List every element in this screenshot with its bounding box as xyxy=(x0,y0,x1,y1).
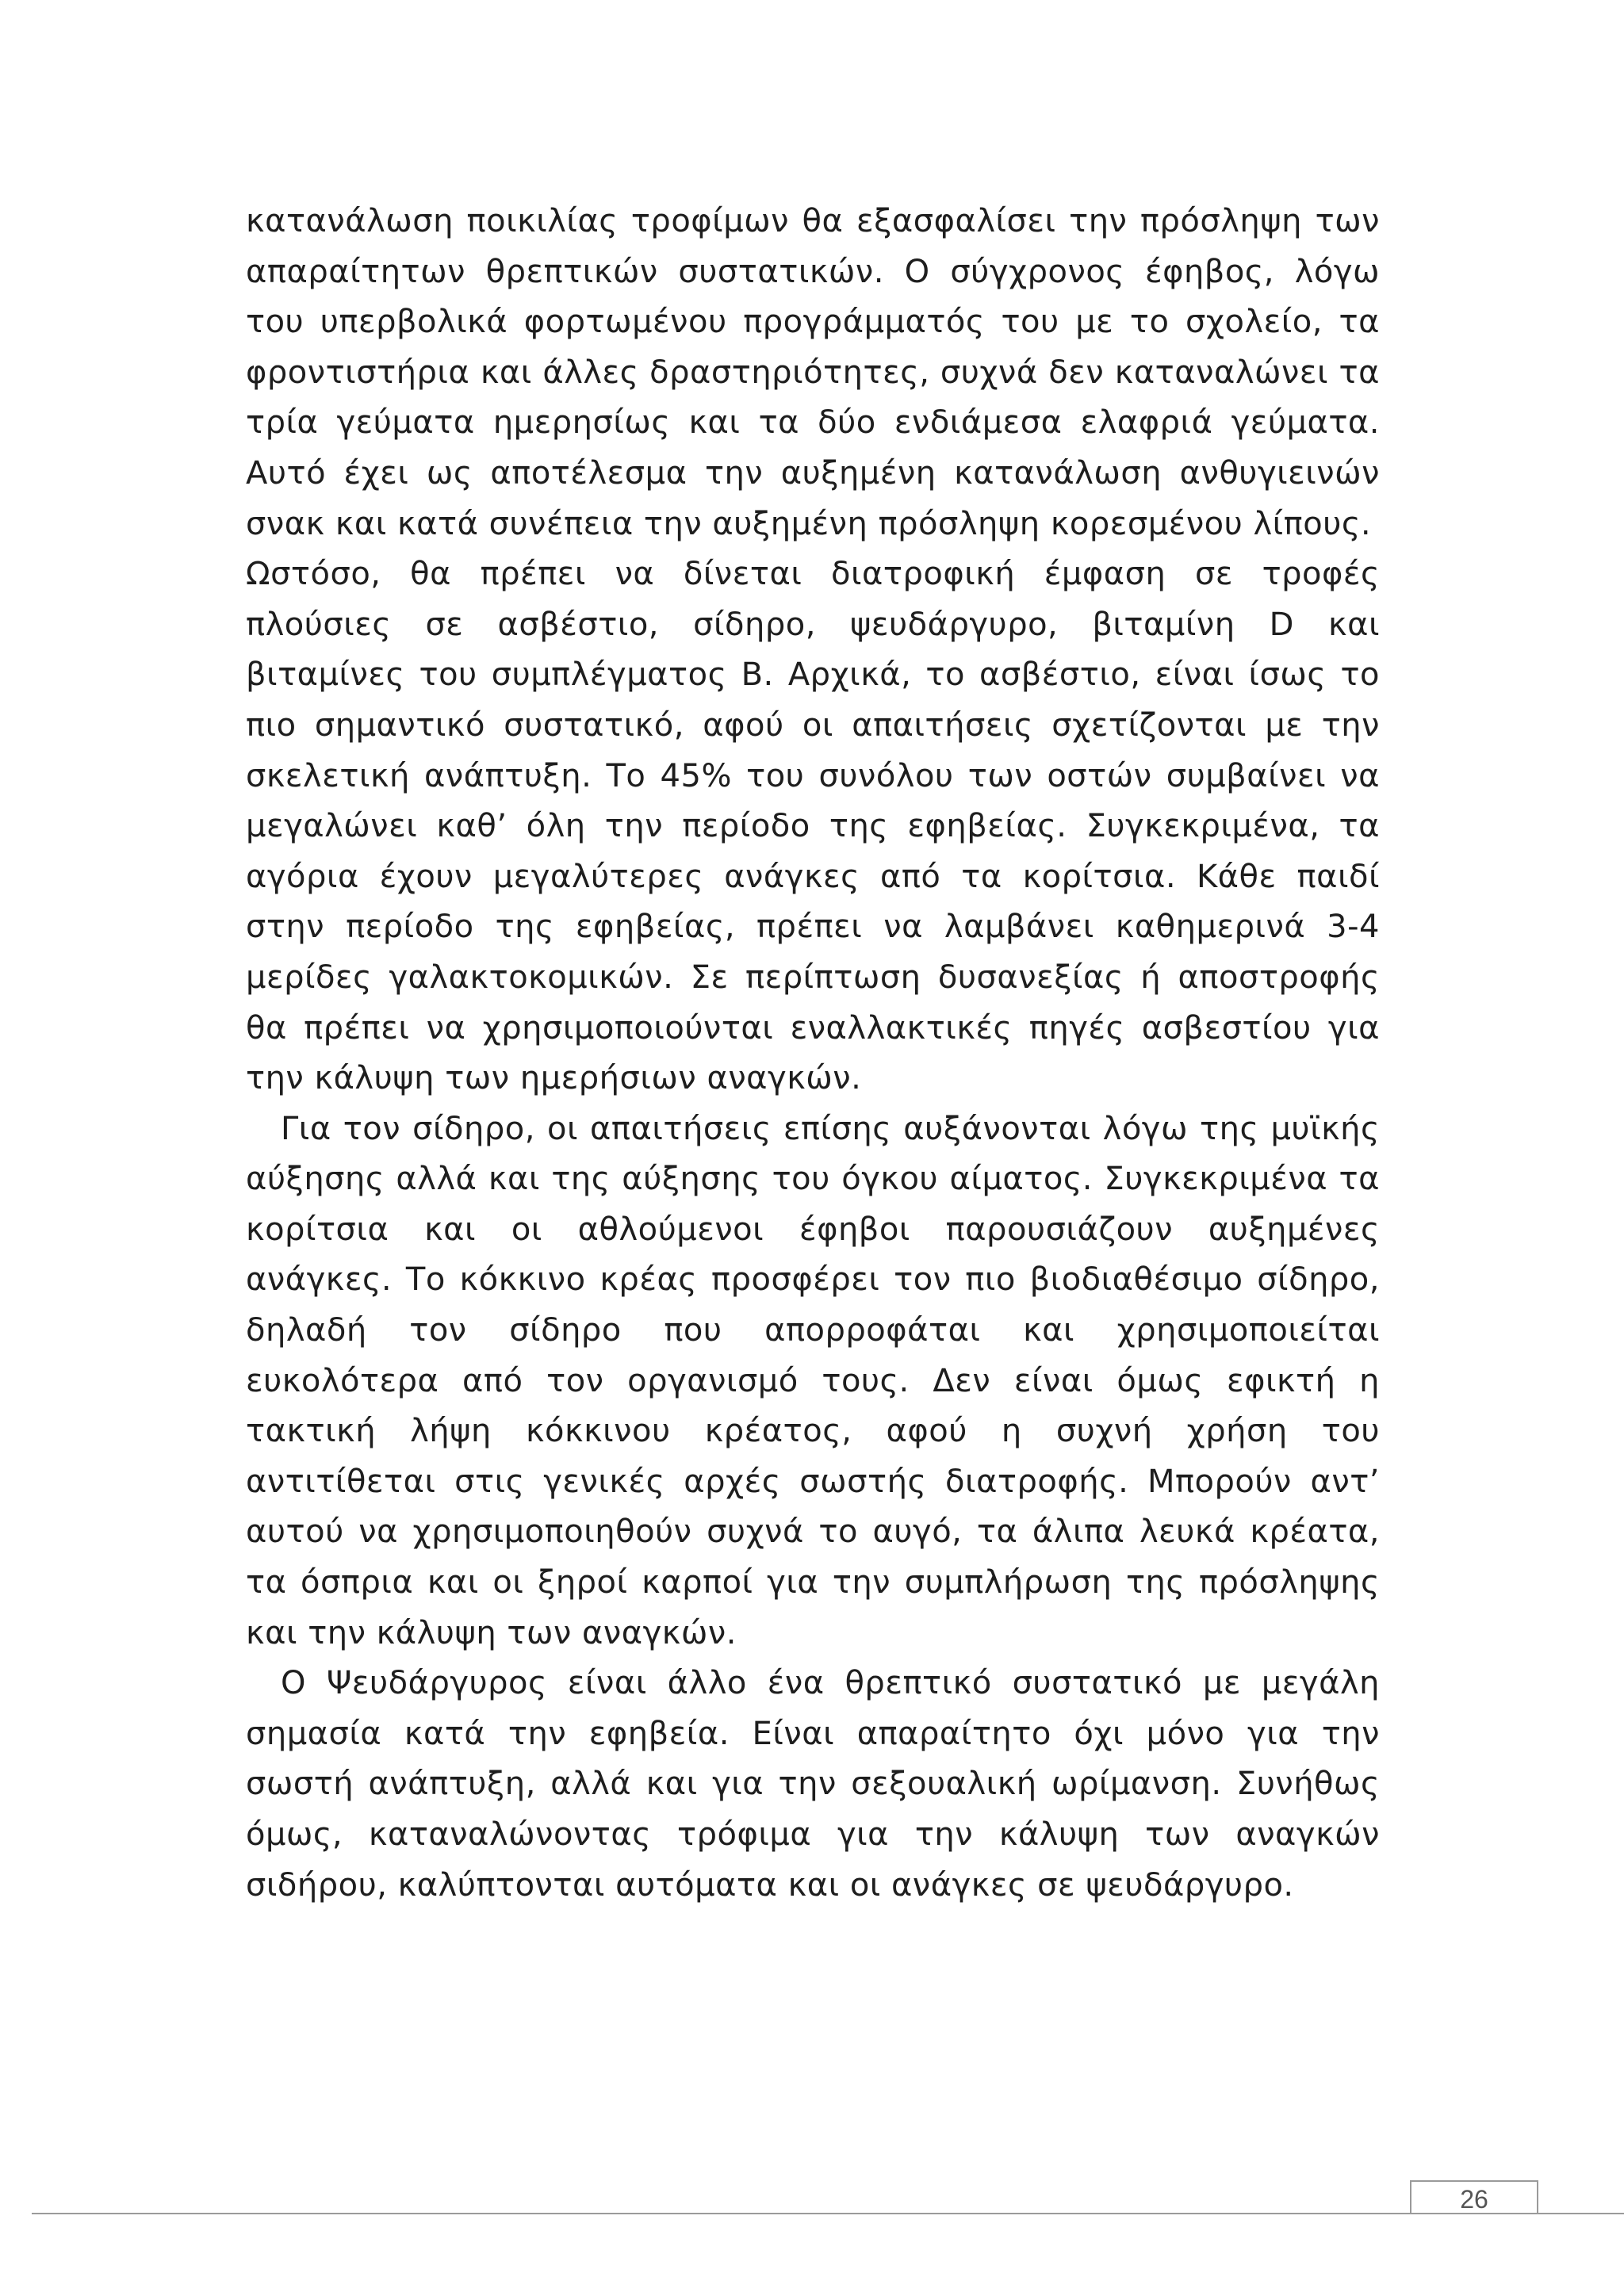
paragraph-intake-variety: κατανάλωση ποικιλίας τροφίμων θα εξασφαλίσει την πρόσληψη των απαραίτητων θρεπτικών συστατικών. Ο σύγχρονος έφηβος, λόγω του υπερβολικά φορτωμένου προγράμματός του με το σχολείο, τα φροντιστήρια και άλλες δραστηριότητες, συχνά δεν καταναλώνει τα τρία γεύματα ημερησίως και τα δύο ενδιάμεσα ελαφριά γεύματα. Αυτό έχει ως αποτέλεσμα την αυξημένη κατανάλωση ανθυγιεινών σνακ και κατά συνέπεια την αυξημένη πρόσληψη κορεσμένου λίπους. xyxy=(246,203,1380,542)
footer-divider xyxy=(32,2213,1624,2214)
body-text xyxy=(246,197,1380,1911)
paragraph-zinc: Ο Ψευδάργυρος είναι άλλο ένα θρεπτικό συστατικό με μεγάλη σημασία κατά την εφηβεία. Είναι απαραίτητο όχι μόνο για την σωστή ανάπτυξη, αλλά και για την σεξουαλική ωρίμανση. Συνήθως όμως, καταναλώνοντας τρόφιμα για την κάλυψη των αναγκών σιδήρου, καλύπτονται αυτόματα και οι ανάγκες σε ψευδάργυρο. xyxy=(246,1665,1380,1904)
page-number: 26 xyxy=(1460,2185,1488,2214)
paragraph-iron: Για τον σίδηρο, οι απαιτήσεις επίσης αυξάνονται λόγω της μυϊκής αύξησης αλλά και της αύξησης του όγκου αίματος. Συγκεκριμένα τα κορίτσια και οι αθλούμενοι έφηβοι παρουσιάζουν αυξημένες ανάγκες. Το κόκκινο κρέας προσφέρει τον πιο βιοδιαθέσιμο σίδηρο, δηλαδή τον σίδηρο που απορροφάται και χρησιμοποιείται ευκολότερα από τον οργανισμό τους. Δεν είναι όμως εφικτή η τακτική λήψη κόκκινου κρέατος, αφού η συχνή χρήση του αντιτίθεται στις γενικές αρχές σωστής διατροφής. Μπορούν αντ’ αυτού να χρησιμοποιηθούν συχνά το αυγό, τα άλιπα λευκά κρέατα, τα όσπρια και οι ξηροί καρποί για την συμπλήρωση της πρόσληψης και την κάλυψη των αναγκών. xyxy=(246,1110,1380,1651)
page-number-box xyxy=(1410,2180,1538,2213)
paragraph-calcium: Ωστόσο, θα πρέπει να δίνεται διατροφική έμφαση σε τροφές πλούσιες σε ασβέστιο, σίδηρο, ψευδάργυρο, βιταμίνη D και βιταμίνες του συμπλέγματος Β. Αρχικά, το ασβέστιο, είναι ίσως το πιο σημαντικό συστατικό, αφού οι απαιτήσεις σχετίζονται με την σκελετική ανάπτυξη. Το 45% του συνόλου των οστών συμβαίνει να μεγαλώνει καθ’ όλη την περίοδο της εφηβείας. Συγκεκριμένα, τα αγόρια έχουν μεγαλύτερες ανάγκες από τα κορίτσια. Κάθε παιδί στην περίοδο της εφηβείας, πρέπει να λαμβάνει καθημερινά 3-4 μερίδες γαλακτοκομικών. Σε περίπτωση δυσανεξίας ή αποστροφής θα πρέπει να χρησιμοποιούνται εναλλακτικές πηγές ασβεστίου για την κάλυψη των ημερήσιων αναγκών. xyxy=(246,556,1380,1097)
